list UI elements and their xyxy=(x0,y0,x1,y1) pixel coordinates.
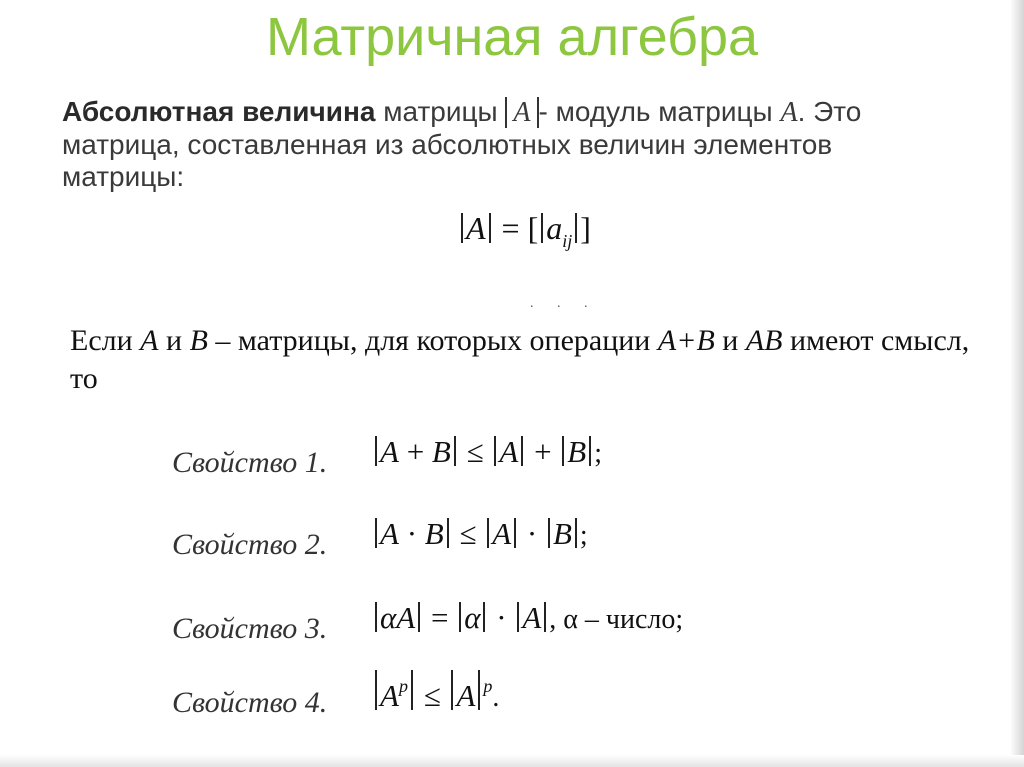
intro-text-5: имеют смысл, то xyxy=(70,324,970,395)
property-2-label: Свойство 2. xyxy=(172,528,328,561)
main-formula-close: ] xyxy=(580,210,591,246)
intro-matrix-b: B xyxy=(189,324,208,357)
slide-shadow-bottom xyxy=(0,755,1024,767)
main-formula-equals: = [ xyxy=(493,210,539,246)
definition-term: Абсолютная величина xyxy=(62,96,376,127)
property-3-formula: αA = α · A , α – число; xyxy=(372,600,683,636)
intro-text-2: и xyxy=(158,324,190,357)
intro-op-product: AB xyxy=(745,324,783,357)
stray-marks: . . . xyxy=(530,296,598,311)
main-formula xyxy=(458,208,591,261)
main-formula-element: a xyxy=(546,210,563,246)
intro-op-sum: A+B xyxy=(657,324,715,357)
property-3-label: Свойство 3. xyxy=(172,612,328,645)
main-formula-subscript: ij xyxy=(562,231,573,251)
property-2-tail: ; xyxy=(579,520,588,551)
abs-matrix-symbol: A xyxy=(505,97,538,128)
slide-shadow-right xyxy=(1010,0,1024,767)
definition-paragraph xyxy=(62,96,962,193)
intro-paragraph xyxy=(70,322,970,398)
intro-text-4: и xyxy=(714,324,746,357)
property-4-tail: . xyxy=(492,682,500,713)
property-4-formula: $A^p \le A$ $^p$. xyxy=(372,670,499,714)
definition-text-2: - модуль матрицы xyxy=(538,96,781,127)
property-1-formula: A + B ≤ A + B ; xyxy=(372,434,602,470)
intro-matrix-a: A xyxy=(140,324,159,357)
intro-text-3: – матрицы, для которых операции xyxy=(207,324,658,357)
main-formula-lhs: A xyxy=(466,210,486,246)
definition-matrix-name: A xyxy=(780,97,798,128)
property-4-label: Свойство 4. xyxy=(172,686,328,719)
property-2-formula: A · B ≤ A · B ; xyxy=(372,516,588,552)
slide-title: Матричная алгебра xyxy=(265,7,759,67)
property-1-label: Свойство 1. xyxy=(172,446,328,479)
intro-text-1: Если xyxy=(70,324,141,357)
definition-text-1: матрицы xyxy=(375,96,506,127)
definition-text-3: . Это матрица, составленная из абсолютных величин элементов матрицы: xyxy=(62,96,862,192)
property-1-tail: ; xyxy=(594,438,603,469)
property-3-tail: , α – число; xyxy=(549,604,684,635)
